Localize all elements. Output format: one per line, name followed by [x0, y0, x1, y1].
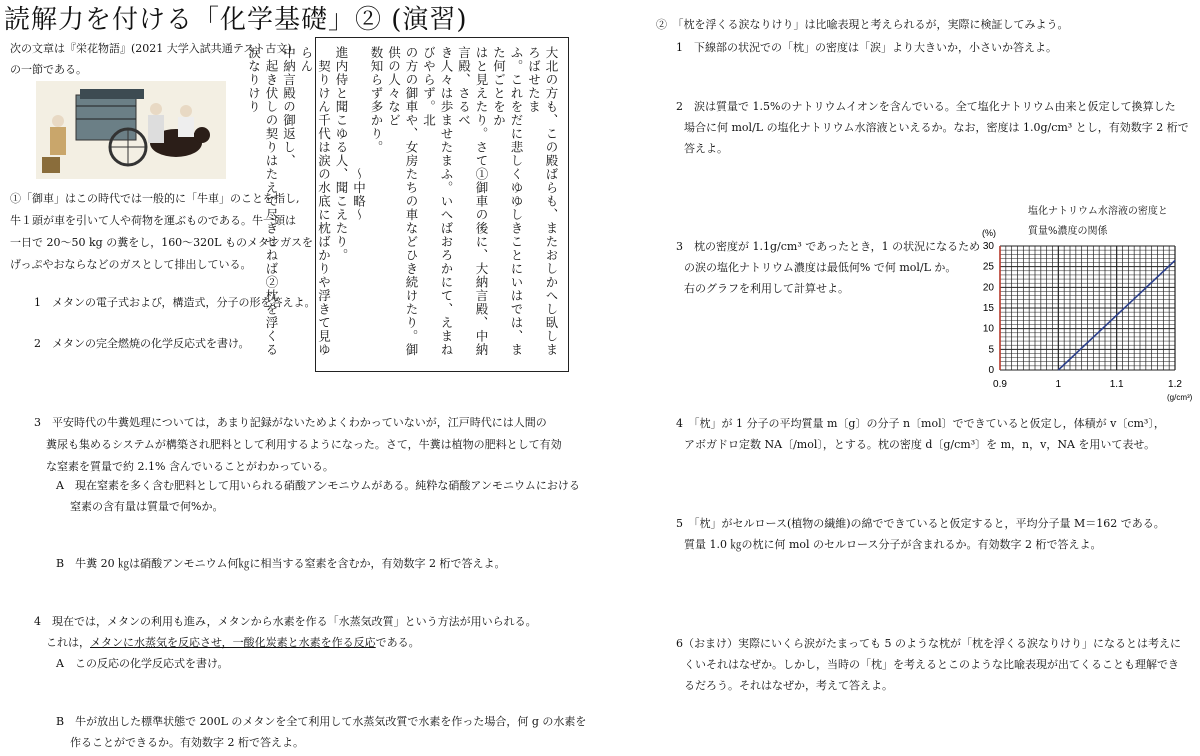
y-tick-label: 20 [982, 282, 994, 294]
question-3a-line-2: 窒素の含有量は質量で何%か。 [70, 500, 224, 513]
ox-cart-illustration [36, 81, 226, 179]
passage-column: 数知らず多かり。 [369, 46, 384, 154]
question-4b-line-1: B 牛が放出した標準状態で 200L のメタンを全て利用して水蒸気改質で水素を作った場合，何 g の水素を [56, 715, 587, 728]
y-axis-label: (%) [982, 228, 996, 238]
r-question-3-line-3: 右のグラフを利用して計算せよ。 [684, 282, 849, 295]
y-tick-label: 0 [988, 365, 994, 376]
intro-line-2: の一節である。 [10, 63, 87, 76]
x-tick-label: 0.9 [993, 379, 1007, 390]
question-4-line-2 [46, 632, 420, 654]
y-tick-label: 25 [982, 261, 994, 273]
x-axis-label: (g/cm³) [1167, 393, 1193, 402]
x-tick-label: 1.2 [1168, 379, 1182, 390]
question-4-line-1: 4 現在では，メタンの利用も進み，メタンから水素を作る「水蒸気改質」という方法が用いられる。 [34, 615, 537, 628]
section-2-heading: ② 「枕を浮くる涙なりけり」は比喩表現と考えられるが，実際に検証してみよう。 [656, 18, 1069, 31]
passage-column: 〜中略〜 [351, 46, 367, 222]
r-question-5-line-1: 5 「枕」がセルロース(植物の繊維)の綿でできていると仮定すると，平均分子量 M＝162 である。 [676, 517, 1165, 530]
passage-column: 契りけん千代は涙の水底に枕ばかりや浮きて見ゆらん [299, 46, 332, 357]
question-3-line-2: 糞尿も集めるシステムが構築され肥料として利用するようになった。さて，牛糞は植物の肥料として有効 [46, 438, 562, 451]
y-tick-label: 5 [988, 344, 994, 356]
r-question-3-line-1: 3 枕の密度が 1.1g/cm³ であったとき，1 の状況になるため [676, 240, 981, 253]
y-tick-label: 15 [982, 303, 994, 314]
note1-line-3: 一日で 20〜50 kg の糞をし，160〜320L ものメタンガスを [10, 236, 313, 249]
passage-column: の方の御車や、女房たちの車などひき続けたり。御供の人々など [386, 46, 419, 357]
note1-line-4: げっぷやおならなどのガスとして排出している。 [10, 258, 252, 271]
passage-column: はと見えたり。さて①御車の後に、大納言殿、中納言殿、さるべ [456, 46, 489, 357]
x-tick-label: 1.1 [1109, 379, 1124, 390]
question-3-line-3: な窒素を質量で約 2.1% 含んでいることがわかっている。 [46, 460, 334, 473]
r-question-4-line-2: アボガドロ定数 NA〔/mol〕，とする。枕の密度 d〔g/cm³〕を m，n，v，NA を用いて表せ。 [684, 438, 1156, 451]
r-question-5-line-2: 質量 1.0 ㎏の枕に何 mol のセルロース分子が含まれるか。有効数字 2 桁で答えよ。 [684, 538, 1102, 551]
r-question-6-line-2: くいそれはなぜか。しかし，当時の「枕」を考えるとこのような比喩表現が出てくることも理解でき [684, 658, 1179, 671]
nacl-density-chart [970, 222, 1195, 407]
question-3-line-1: 3 平安時代の牛糞処理については，あまり記録がないためよくわかっていないが，江戸時代には人間の [34, 416, 547, 429]
r-question-6-line-1: 6（おまけ）実際にいくら涙がたまっても 5 のような枕が「枕を浮くる涙なりけり」になるとは考えに [676, 637, 1181, 650]
y-tick-label: 30 [982, 241, 994, 252]
r-question-2-line-3: 答えよ。 [684, 142, 728, 155]
page-title: 読解力を付ける「化学基礎」② (演習) [4, 5, 468, 35]
r-question-2-line-2: 場合に何 mol/L の塩化ナトリウム水溶液といえるか。なお，密度は 1.0g/cm³ とし，有効数字 2 桁で [684, 121, 1189, 134]
x-tick-label: 1 [1055, 379, 1062, 390]
note1-line-1: ①「御車」はこの時代では一般的に「牛車」のことを指し, [10, 192, 300, 205]
question-1: 1 メタンの電子式および，構造式，分子の形を答えよ。 [34, 296, 316, 309]
question-3b: B 牛糞 20 ㎏は硝酸アンモニウム何㎏に相当する窒素を含むか，有効数字 2 桁で答えよ。 [56, 557, 506, 570]
question-3a-line-1: A 現在窒素を多く含む肥料として用いられる硝酸アンモニウムがある。純粋な硝酸アンモニウムにおける [56, 479, 580, 492]
r-question-4-line-1: 4 「枕」が 1 分子の平均質量 m〔g〕の分子 n〔mol〕でできていると仮定し，体積が v〔cm³〕， [676, 417, 1165, 430]
passage-column: 大北の方も、この殿ばらも、またおしかへし臥しまろばせたま [526, 46, 559, 357]
r-question-6-line-3: るだろう。それはなぜか，考えて答えよ。 [684, 679, 893, 692]
ox-cart-picture [36, 81, 226, 179]
intro-line-1: 次の文章は『栄花物語』(2021 大学入試共通テスト古文) [10, 42, 292, 55]
passage-column: 進内侍と聞こゆる人、聞こえたり。 [334, 46, 349, 262]
question-2: 2 メタンの完全燃焼の化学反応式を書け。 [34, 337, 250, 350]
chart-title-line-2: 質量%濃度の関係 [1028, 226, 1108, 237]
y-tick-label: 10 [982, 323, 994, 335]
chart-title-line-1: 塩化ナトリウム水溶液の密度と [1028, 206, 1168, 217]
passage-column: き人々は歩ませたまふ。いへばおろかにて、えまねびやらず。北 [421, 46, 454, 357]
r-question-2-line-1: 2 涙は質量で 1.5%のナトリウムイオンを含んでいる。全て塩化ナトリウム由来と仮定して換算した [676, 100, 1176, 113]
note1-line-2: 牛１頭が車を引いて人や荷物を運ぶものである。牛一頭は [10, 214, 296, 227]
classical-passage-box [246, 37, 569, 372]
question-4a: A この反応の化学反応式を書け。 [56, 657, 229, 670]
passage-column: 起き伏しの契りはたえて尽きせねば②枕を浮くる涙なりけり [246, 46, 279, 357]
question-4b-line-2: 作ることができるか。有効数字 2 桁で答えよ。 [70, 736, 304, 749]
question-4-suffix: である。 [375, 636, 420, 649]
r-question-3-line-2: の涙の塩化ナトリウム濃度は最低何% で何 mol/L か。 [684, 261, 957, 274]
question-4-prefix: これは， [46, 636, 90, 649]
passage-column: 中納言殿の御返し、 [281, 46, 297, 168]
passage-column: ふ。これをだに悲しくゆゆしきことにいはでは、また何ごとをか [491, 46, 524, 357]
passage-text [245, 46, 560, 364]
question-4-underlined: メタンに水蒸気を反応させ，一酸化炭素と水素を作る反応 [90, 636, 376, 649]
r-question-1: 1 下線部の状況での「枕」の密度は「涙」より大きいか，小さいか答えよ。 [676, 41, 1057, 54]
